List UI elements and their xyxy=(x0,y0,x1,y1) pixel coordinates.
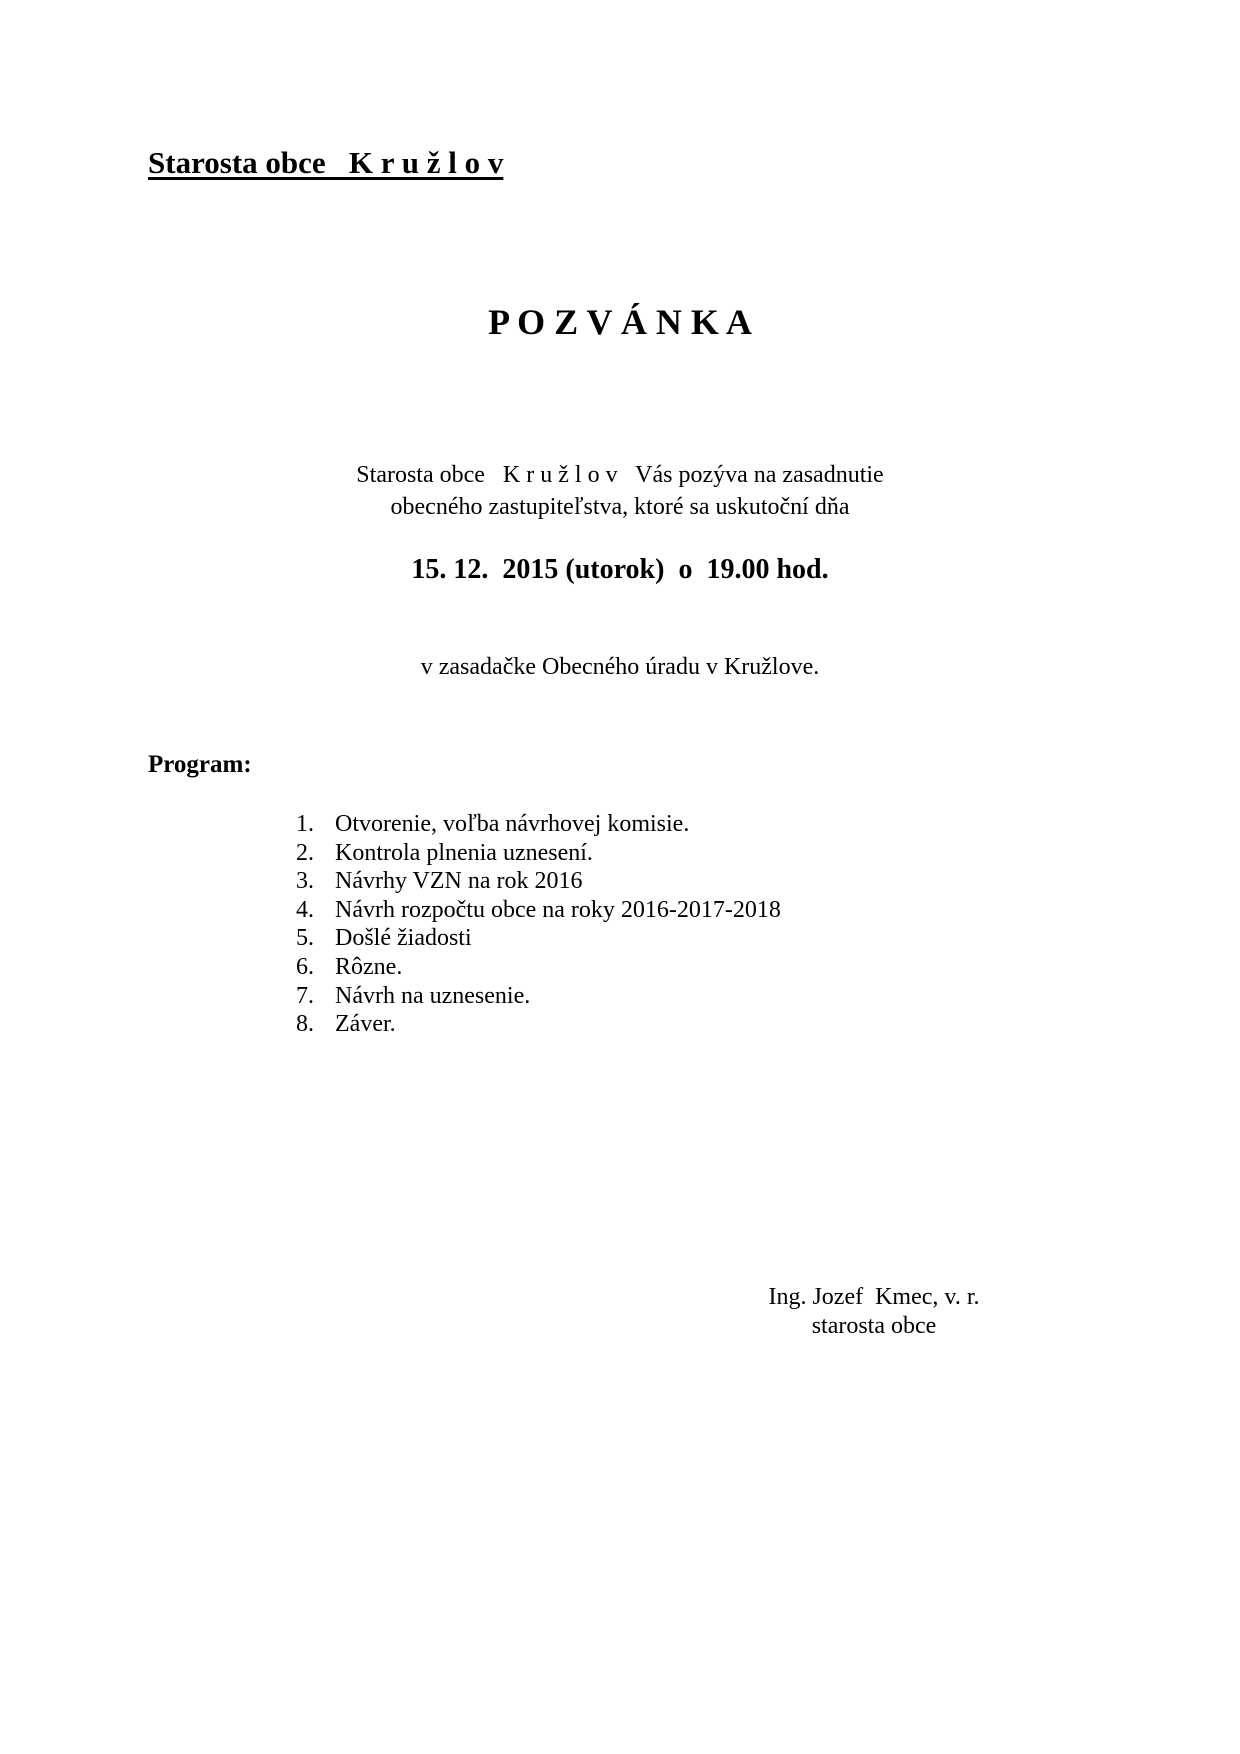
meeting-location: v zasadačke Obecného úradu v Kružlove. xyxy=(420,654,820,680)
program-list xyxy=(296,810,781,1039)
program-item-number: 4. xyxy=(296,896,314,923)
program-item xyxy=(296,839,781,868)
program-item-number: 3. xyxy=(296,868,314,895)
program-item-text: Návrhy VZN na rok 2016 xyxy=(335,868,583,895)
meeting-date-time: 15. 12. 2015 (utorok) o 19.00 hod. xyxy=(411,554,829,585)
invitation-intro xyxy=(0,459,1240,523)
intro-line-2: obecného zastupiteľstva, ktoré sa uskutoční dňa xyxy=(390,494,850,520)
header-title: Starosta obce K r u ž l o v xyxy=(148,145,504,180)
program-item-number: 1. xyxy=(296,811,314,837)
program-item-number: 7. xyxy=(296,982,314,1009)
program-item-text: Došlé žiadosti xyxy=(335,925,472,952)
program-item-number: 5. xyxy=(296,925,314,952)
program-item xyxy=(296,924,781,953)
program-item xyxy=(296,896,781,925)
intro-line-1: Starosta obce K r u ž l o v Vás pozýva na zasadnutie xyxy=(356,462,884,488)
program-item xyxy=(296,1010,781,1039)
program-item-number: 6. xyxy=(296,953,314,980)
program-item-text: Návrh rozpočtu obce na roky 2016-2017-2018 xyxy=(335,896,781,923)
document-title: P O Z V Á N K A xyxy=(488,302,752,342)
program-item-text: Návrh na uznesenie. xyxy=(335,982,531,1009)
program-item-number: 8. xyxy=(296,1011,314,1038)
program-item xyxy=(296,982,781,1011)
program-item-text: Kontrola plnenia uznesení. xyxy=(335,839,593,866)
program-label: Program: xyxy=(148,751,252,778)
program-item-text: Rôzne. xyxy=(335,953,403,980)
program-item-text: Otvorenie, voľba návrhovej komisie. xyxy=(335,811,690,837)
program-item xyxy=(296,810,781,839)
signatory-name: Ing. Jozef Kmec, v. r. xyxy=(768,1284,980,1310)
program-item xyxy=(296,867,781,896)
program-item-text: Záver. xyxy=(335,1011,396,1038)
signature-block xyxy=(759,1283,989,1341)
program-item xyxy=(296,953,781,982)
program-item-number: 2. xyxy=(296,839,314,866)
signatory-role: starosta obce xyxy=(811,1313,937,1339)
